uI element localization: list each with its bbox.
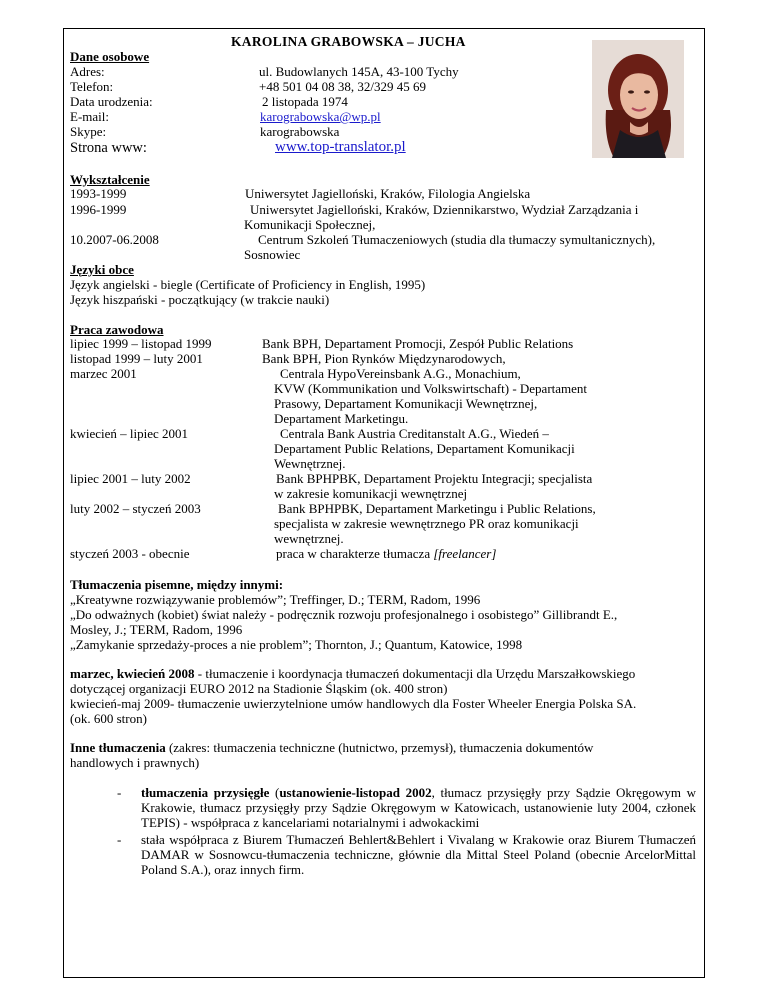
work-dates-2: listopad 1999 – luty 2001 bbox=[70, 351, 203, 366]
personal-label-phone: Telefon: bbox=[70, 79, 114, 94]
language-spanish: Język hiszpański - początkujący (w trakcie nauki) bbox=[70, 292, 330, 307]
work-entry-1: Bank BPH, Departament Promocji, Zespół Public Relations bbox=[262, 336, 574, 351]
language-english: Język angielski - biegle (Certificate of Proficiency in English, 1995) bbox=[70, 277, 426, 292]
other-heading-line bbox=[70, 740, 593, 755]
personal-value-phone: +48 501 04 08 38, 32/329 45 69 bbox=[259, 79, 426, 94]
personal-value-address: ul. Budowlanych 145A, 43-100 Tychy bbox=[259, 64, 459, 79]
work-entry-3-line-2: KVW (Kommunikation und Volkswirtschaft) - Departament bbox=[274, 381, 588, 396]
website-link[interactable]: www.top-translator.pl bbox=[275, 139, 406, 155]
email-link[interactable]: karograbowska@wp.pl bbox=[260, 109, 381, 124]
work-entry-3-line-4: Departament Marketingu. bbox=[274, 411, 409, 426]
projects-line-1 bbox=[70, 666, 635, 681]
written-heading: Tłumaczenia pisemne, między innymi: bbox=[70, 577, 284, 592]
work-entry-6-line-3: wewnętrznej. bbox=[274, 531, 344, 546]
education-entry-3-line-2: Sosnowiec bbox=[244, 247, 301, 262]
bullet-text-1 bbox=[141, 785, 696, 830]
written-line-4: „Zamykanie sprzedaży-proces a nie problem”; Thornton, J.; Quantum, Katowice, 1998 bbox=[70, 637, 523, 652]
personal-heading: Dane osobowe bbox=[70, 49, 150, 64]
personal-label-birthdate: Data urodzenia: bbox=[70, 94, 153, 109]
personal-label-address: Adres: bbox=[70, 64, 105, 79]
work-heading: Praca zawodowa bbox=[70, 322, 164, 337]
work-entry-3-line-1: Centrala HypoVereinsbank A.G., Monachium, bbox=[280, 366, 521, 381]
other-heading-rest: (zakres: tłumaczenia techniczne (hutnictwo, przemysł), tłumaczenia dokumentów bbox=[165, 740, 594, 755]
languages-heading: Języki obce bbox=[70, 262, 134, 277]
work-dates-3: marzec 2001 bbox=[70, 366, 137, 381]
education-entry-3-line-1: Centrum Szkoleń Tłumaczeniowych (studia dla tłumaczy symultanicznych), bbox=[258, 232, 656, 247]
personal-label-www: Strona www: bbox=[70, 140, 147, 156]
projects-line-3: kwiecień-maj 2009- tłumaczenie uwierzytelnione umów handlowych dla Foster Wheeler Energia Polska SA. bbox=[70, 696, 637, 711]
personal-label-email: E-mail: bbox=[70, 109, 109, 124]
personal-label-skype: Skype: bbox=[70, 124, 107, 139]
other-line-2: handlowych i prawnych) bbox=[70, 755, 200, 770]
work-dates-1: lipiec 1999 – listopad 1999 bbox=[70, 336, 212, 351]
work-entry-5-line-2: w zakresie komunikacji wewnętrznej bbox=[274, 486, 468, 501]
work-dates-4: kwiecień – lipiec 2001 bbox=[70, 426, 189, 441]
education-dates-2: 1996-1999 bbox=[70, 202, 127, 217]
work-entry-3-line-3: Prasowy, Departament Komunikacji Wewnętrznej, bbox=[274, 396, 538, 411]
work-dates-7: styczeń 2003 - obecnie bbox=[70, 546, 190, 561]
work-entry-7-text: praca w charakterze tłumacza bbox=[276, 546, 434, 561]
education-dates-3: 10.2007-06.2008 bbox=[70, 232, 159, 247]
work-entry-4-line-1: Centrala Bank Austria Creditanstalt A.G., Wiedeń – bbox=[280, 426, 549, 441]
profile-photo bbox=[592, 40, 684, 158]
work-entry-4-line-2: Departament Public Relations, Departament Komunikacji bbox=[274, 441, 575, 456]
work-entry-6-line-2: specjalista w zakresie wewnętrznego PR oraz komunikacji bbox=[274, 516, 579, 531]
education-heading: Wykształcenie bbox=[70, 172, 150, 187]
portrait-image bbox=[592, 40, 684, 158]
work-entry-7-italic: [freelancer] bbox=[433, 546, 497, 561]
bullet-1-mid: ( bbox=[269, 785, 280, 800]
written-line-1: „Kreatywne rozwiązywanie problemów”; Treffinger, D.; TERM, Radom, 1996 bbox=[70, 592, 481, 607]
work-entry-6-line-1: Bank BPHPBK, Departament Marketingu i Public Relations, bbox=[278, 501, 596, 516]
other-heading-bold: Inne tłumaczenia bbox=[70, 740, 166, 755]
projects-date-bold: marzec, kwiecień 2008 bbox=[70, 666, 195, 681]
work-dates-6: luty 2002 – styczeń 2003 bbox=[70, 501, 201, 516]
bullet-1-bold-2: ustanowienie-listopad 2002 bbox=[279, 785, 432, 800]
written-line-3: Mosley, J.; TERM, Radom, 1996 bbox=[70, 622, 243, 637]
education-entry-2-line-2: Komunikacji Społecznej, bbox=[244, 217, 376, 232]
personal-value-birthdate: 2 listopada 1974 bbox=[262, 94, 348, 109]
work-entry-2: Bank BPH, Pion Rynków Międzynarodowych, bbox=[262, 351, 506, 366]
work-entry-7 bbox=[276, 546, 496, 561]
bullet-dash-2: - bbox=[117, 832, 122, 847]
education-entry-1: Uniwersytet Jagielloński, Kraków, Filologia Angielska bbox=[245, 186, 531, 201]
bullet-text-2: stała współpraca z Biurem Tłumaczeń Behlert&Behlert i Vivalang w Krakowie oraz Biurem Tłumaczeń DAMAR w Sosnowcu-tłumaczenia techniczne, głównie dla Mittal Steel Poland (obecnie ArcelorMittal Poland S.A.), oraz innych firm. bbox=[141, 832, 696, 877]
bullet-1-rest: , tłumacz przysięgły przy Sądzie Okręgowym w Krakowie, tłumacz przysięgły przy Sądzie Okręgowym w Katowicach, ustanowienie luty 2004, członek TEPIS) - współpraca z kancelariami notarialnymi i adwokackimi bbox=[141, 785, 696, 830]
projects-line-4: (ok. 600 stron) bbox=[70, 711, 147, 726]
work-entry-4-line-3: Wewnętrznej. bbox=[274, 456, 346, 471]
bullet-1-bold-1: tłumaczenia przysięgłe bbox=[141, 785, 270, 800]
projects-line-2: dotyczącej organizacji EURO 2012 na Stadionie Śląskim (ok. 400 stron) bbox=[70, 681, 448, 696]
written-line-2: „Do odważnych (kobiet) świat należy - podręcznik rozwoju profesjonalnego i osobistego” Gillibrandt E., bbox=[70, 607, 618, 622]
education-entry-2-line-1: Uniwersytet Jagielloński, Kraków, Dziennikarstwo, Wydział Zarządzania i bbox=[250, 202, 639, 217]
personal-value-skype: karograbowska bbox=[260, 124, 340, 139]
bullet-dash-1: - bbox=[117, 785, 122, 800]
education-dates-1: 1993-1999 bbox=[70, 186, 127, 201]
work-dates-5: lipiec 2001 – luty 2002 bbox=[70, 471, 191, 486]
cv-title: KAROLINA GRABOWSKA – JUCHA bbox=[231, 34, 466, 49]
work-entry-5-line-1: Bank BPHPBK, Departament Projektu Integracji; specjalista bbox=[276, 471, 593, 486]
projects-line-1-rest: - tłumaczenie i koordynacja tłumaczeń dokumentacji dla Urzędu Marszałkowskiego bbox=[194, 666, 636, 681]
